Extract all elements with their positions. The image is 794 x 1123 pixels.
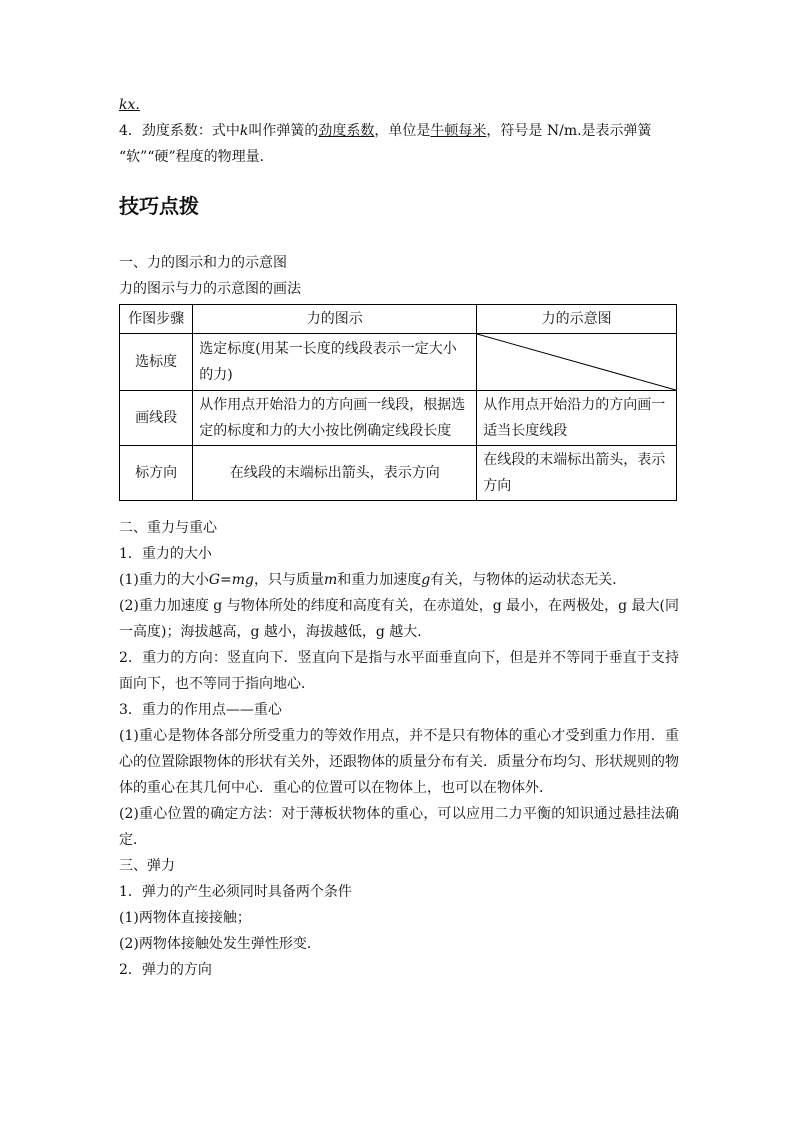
table-cell-sketch: 在线段的末端标出箭头，表示方向 bbox=[477, 446, 677, 501]
elastic-condition-2: (2)两物体接触处发生弹性形变． bbox=[119, 936, 321, 952]
table-header: 作图步骤 bbox=[120, 305, 193, 334]
table-header: 力的示意图 bbox=[477, 305, 677, 334]
item-4-stiffness: 4．劲度系数：式中k叫作弹簧的劲度系数，单位是牛顿每米，符号是 N/m.是表示弹簧 bbox=[119, 123, 652, 139]
table-cell-diagram: 选定标度(用某一长度的线段表示一定大小的力) bbox=[193, 334, 477, 391]
table-cell-diagram: 在线段的末端标出箭头，表示方向 bbox=[193, 446, 477, 501]
section-1-title: 一、力的图示和力的示意图 bbox=[119, 255, 287, 271]
table-row bbox=[120, 334, 677, 391]
table-cell-step: 标方向 bbox=[120, 446, 193, 501]
section-heading: 技巧点拨 bbox=[119, 194, 199, 218]
table-cell-diagram: 从作用点开始沿力的方向画一线段，根据选定的标度和力的大小按比例确定线段长度 bbox=[193, 391, 477, 446]
elastic-direction-title: 2．弹力的方向 bbox=[119, 962, 212, 978]
steps-table bbox=[119, 304, 677, 501]
gravity-magnitude-1: (1)重力的大小G=mg，只与质量m和重力加速度g有关，与物体的运动状态无关． bbox=[119, 572, 627, 588]
table-header-row bbox=[120, 305, 677, 334]
gravity-direction: 2．重力的方向：竖直向下．竖直向下是指与水平面垂直向下，但是并不等同于垂直于支持面向下，也不等同于指向地心． bbox=[119, 650, 679, 692]
table-cell-step: 选标度 bbox=[120, 334, 193, 391]
center-of-gravity-1: (1)重心是物体各部分所受重力的等效作用点，并不是只有物体的重心才受到重力作用．重心的位置除跟物体的形状有关外，还跟物体的质量分布有关．质量分布均匀、形状规则的物体的重心在其几何中心．重心的位置可以在物体上，也可以在物体外． bbox=[119, 728, 679, 796]
term-unit: 牛顿每米 bbox=[430, 123, 487, 139]
gravity-magnitude-2: (2)重力加速度 g 与物体所处的纬度和高度有关，在赤道处，g 最小，在两极处，g 最大(同一高度)；海拔越高，g 越小，海拔越低，g 越大． bbox=[119, 598, 679, 640]
table-cell-step: 画线段 bbox=[120, 391, 193, 446]
table-header: 力的图示 bbox=[193, 305, 477, 334]
item-4-continued: “软”“硬”程度的物理量． bbox=[119, 149, 274, 165]
table-cell-empty-diagonal bbox=[477, 334, 677, 391]
elastic-conditions-title: 1．弹力的产生必须同时具备两个条件 bbox=[119, 884, 352, 900]
table-row bbox=[120, 446, 677, 501]
section-3-title: 三、弹力 bbox=[119, 858, 175, 874]
document-page bbox=[119, 92, 679, 983]
section-1-subtitle: 力的图示与力的示意图的画法 bbox=[119, 281, 301, 297]
table-cell-sketch: 从作用点开始沿力的方向画一适当长度线段 bbox=[477, 391, 677, 446]
table-row bbox=[120, 391, 677, 446]
elastic-condition-1: (1)两物体直接接触； bbox=[119, 910, 251, 926]
section-2-title: 二、重力与重心 bbox=[119, 520, 217, 536]
center-of-gravity-title: 3．重力的作用点——重心 bbox=[119, 702, 282, 718]
formula-fragment: kx. bbox=[119, 97, 140, 113]
term-stiffness: 劲度系数 bbox=[318, 123, 375, 139]
center-of-gravity-2: (2)重心位置的确定方法：对于薄板状物体的重心，可以应用二力平衡的知识通过悬挂法确定． bbox=[119, 806, 679, 848]
gravity-magnitude-title: 1．重力的大小 bbox=[119, 546, 212, 562]
diagonal-line bbox=[477, 334, 676, 390]
